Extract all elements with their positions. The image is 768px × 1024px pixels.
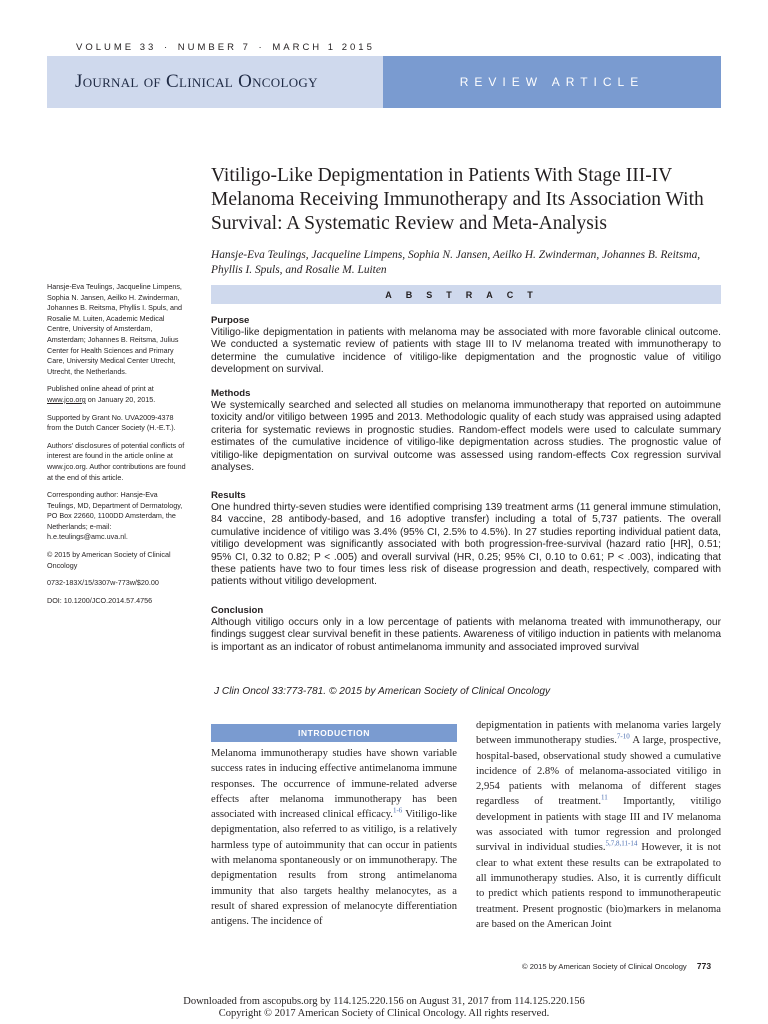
publication-text: Published online ahead of print at: [47, 384, 154, 394]
reference-link[interactable]: 5,7,8,11-14: [605, 839, 638, 848]
page-number: 773: [696, 961, 712, 971]
number-label: NUMBER 7: [177, 42, 251, 53]
disclosures-note: Authors' disclosures of potential conflicts of interest are found in the article online at www.jco.org. Author contributions are found at the end of this article.: [47, 440, 186, 482]
abstract-purpose: [211, 315, 721, 377]
body-text: Melanoma immunotherapy studies have shown variable success rates in inducing effective antimelanoma immune responses. The occurrence of immune-related adverse effects after melanoma immunotherapy has been associated with increased clinical efficacy.: [211, 748, 457, 821]
issue-line: [76, 42, 375, 53]
author-list: Hansje-Eva Teulings, Jacqueline Limpens, Sophia N. Jansen, Aeilko H. Zwinderman, Johannes B. Reitsma, Phyllis I. Spuls, and Rosalie M. Luiten: [211, 249, 701, 276]
methods-heading: Methods: [211, 388, 251, 399]
rights-note: Copyright © 2017 American Society of Clinical Oncology. All rights reserved.: [218, 1008, 550, 1019]
journal-link[interactable]: www.jco.org: [47, 394, 86, 404]
volume-label: VOLUME 33: [76, 42, 157, 53]
body-text: depigmentation in patients with melanoma varies largely between immunotherapy studies.: [476, 720, 721, 747]
publication-date: on January 20, 2015.: [87, 394, 156, 404]
correspondence-note: Corresponding author: Hansje-Eva Teulings, MD, Department of Dermatology, PO Box 22660, 1100DD Amsterdam, the Netherlands; e-mail: h.e.teulings@amc.uva.nl.: [47, 490, 183, 542]
abstract-heading: ABSTRACT: [211, 285, 721, 304]
body-text: However, it is not clear to what extent these results can be extrapolated to all immunotherapy studies. Also, it is currently difficult to predict which patients respond to immunotherapeutic treatment. Present prognostic (bio)markers in melanoma are based on the American Joint: [476, 842, 721, 930]
conclusion-heading: Conclusion: [211, 605, 264, 616]
journal-banner: [47, 56, 721, 108]
body-text: Importantly, vitiligo development in patients with stage III and IV melanoma was associated with tumor regression and prolonged survival in individual studies.: [476, 796, 721, 854]
publication-note: [47, 384, 187, 405]
page-footer: [522, 961, 711, 971]
affiliations: Hansje-Eva Teulings, Jacqueline Limpens, Sophia N. Jansen, Aeilko H. Zwinderman, Johannes B. Reitsma, Phyllis I. Spuls, and Rosalie M. Luiten, Academic Medical Centre, University of Amsterdam, Amsterdam; Johannes B. Reitsma, Julius Center for Health Sciences and Primary Care, University Medical Center Utrecht, Utrecht, the Netherlands.: [47, 282, 183, 376]
date-label: MARCH 1 2015: [272, 42, 375, 53]
reference-link[interactable]: 11: [601, 793, 608, 802]
methods-text: We systemically searched and selected all studies on melanoma immunotherapy that reported on autoimmune toxicity and/or vitiligo between 1995 and 2013. Methodologic quality of each study was appraised using adapted criteria for systematic reviews in prognostic studies. Random-effect models were used to calculate summary estimates of the cumulative incidence of vitiligo-like depigmentation across studies. The prognostic value of vitiligo-like depigmentation on survival outcome was assessed using random-effects Cox regression survival analyses.: [211, 400, 721, 474]
purpose-heading: Purpose: [211, 315, 250, 326]
download-note: Downloaded from ascopubs.org by 114.125.220.156 on August 31, 2017 from 114.125.220.156: [183, 996, 585, 1007]
results-text: One hundred thirty-seven studies were identified comprising 139 treatment arms (11 general immune stimulation, 84 vaccine, 28 antibody-based, and 16 adoptive transfer) including a total of 5,737 patients. The overall cumulative incidence of vitiligo was 3.4% (95% CI, 2.5% to 4.5%). In 27 studies reporting individual patient data, vitiligo development was significantly associated with both progression-free-survival (hazard ratio [HR], 0.51; 95% CI, 0.32 to 0.82; P < .005) and overall survival (HR, 0.25; 95% CI, 0.10 to 0.61; P < .003), indicating that these patients have two to four times less risk of disease progression and death, respectively, compared with patients without vitiligo development.: [211, 502, 721, 588]
issn-note: 0732-183X/15/3307w-773w/$20.00: [47, 578, 159, 588]
journal-name: Journal of Clinical Oncology: [47, 56, 383, 108]
footer-copyright: © 2015 by American Society of Clinical Oncology: [522, 962, 687, 971]
abstract-results: [211, 490, 721, 589]
reference-link[interactable]: 1-6: [392, 806, 403, 815]
separator: ·: [163, 42, 171, 53]
body-text: Vitiligo-like depigmentation, also referred to as vitiligo, is a relatively harmless type of autoimmunity that can occur in patients with melanoma spontaneously or on immunotherapy. The depigmentation results from strong antimelanoma immunity that also targets healthy melanocytes, as a result of shared expression of melanocyte differentiation antigens. The incidence of: [211, 809, 457, 928]
citation-line: J Clin Oncol 33:773-781. © 2015 by American Society of Clinical Oncology: [214, 686, 551, 697]
reference-link[interactable]: 7-10: [616, 732, 630, 741]
body-text: A large, prospective, hospital-based, observational study showed a cumulative incidence of 2.8% of melanoma-associated vitiligo in 2,954 patients with melanoma of different stages regardless of treatment.: [476, 735, 721, 808]
body-column-right: [476, 718, 721, 932]
body-column-left: [211, 746, 457, 930]
support-note: Supported by Grant No. UVA2009-4378 from the Dutch Cancer Society (H.-E.T.).: [47, 412, 176, 433]
doi-note: DOI: 10.1200/JCO.2014.57.4756: [47, 595, 153, 605]
article-title: Vitiligo-Like Depigmentation in Patients With Stage III-IV Melanoma Receiving Immunotherapy and Its Association With Survival: A Systematic Review and Meta-Analysis: [211, 165, 704, 234]
abstract-methods: [211, 388, 721, 474]
results-heading: Results: [211, 490, 246, 501]
introduction-heading: INTRODUCTION: [211, 724, 457, 742]
article-type: REVIEW ARTICLE: [383, 56, 721, 108]
purpose-text: Vitiligo-like depigmentation in patients with melanoma may be associated with more favorable clinical outcome. We conducted a systematic review of patients with stage III to IV melanoma treated with immunotherapy to determine the cumulative incidence of vitiligo-like depigmentation and the prognostic value of vitiligo development on survival.: [211, 327, 721, 376]
separator: ·: [258, 42, 265, 53]
article-info-sidebar: [47, 282, 187, 613]
abstract-conclusion: [211, 605, 721, 654]
copyright-note: © 2015 by American Society of Clinical Oncology: [47, 550, 171, 570]
conclusion-text: Although vitiligo occurs only in a low percentage of patients with melanoma treated with immunotherapy, our findings suggest clear survival benefit in these patients. Awareness of vitiligo induction in patients with melanoma is important as an indicator of robust antimelanoma immunity and associated improved survival: [211, 617, 721, 653]
